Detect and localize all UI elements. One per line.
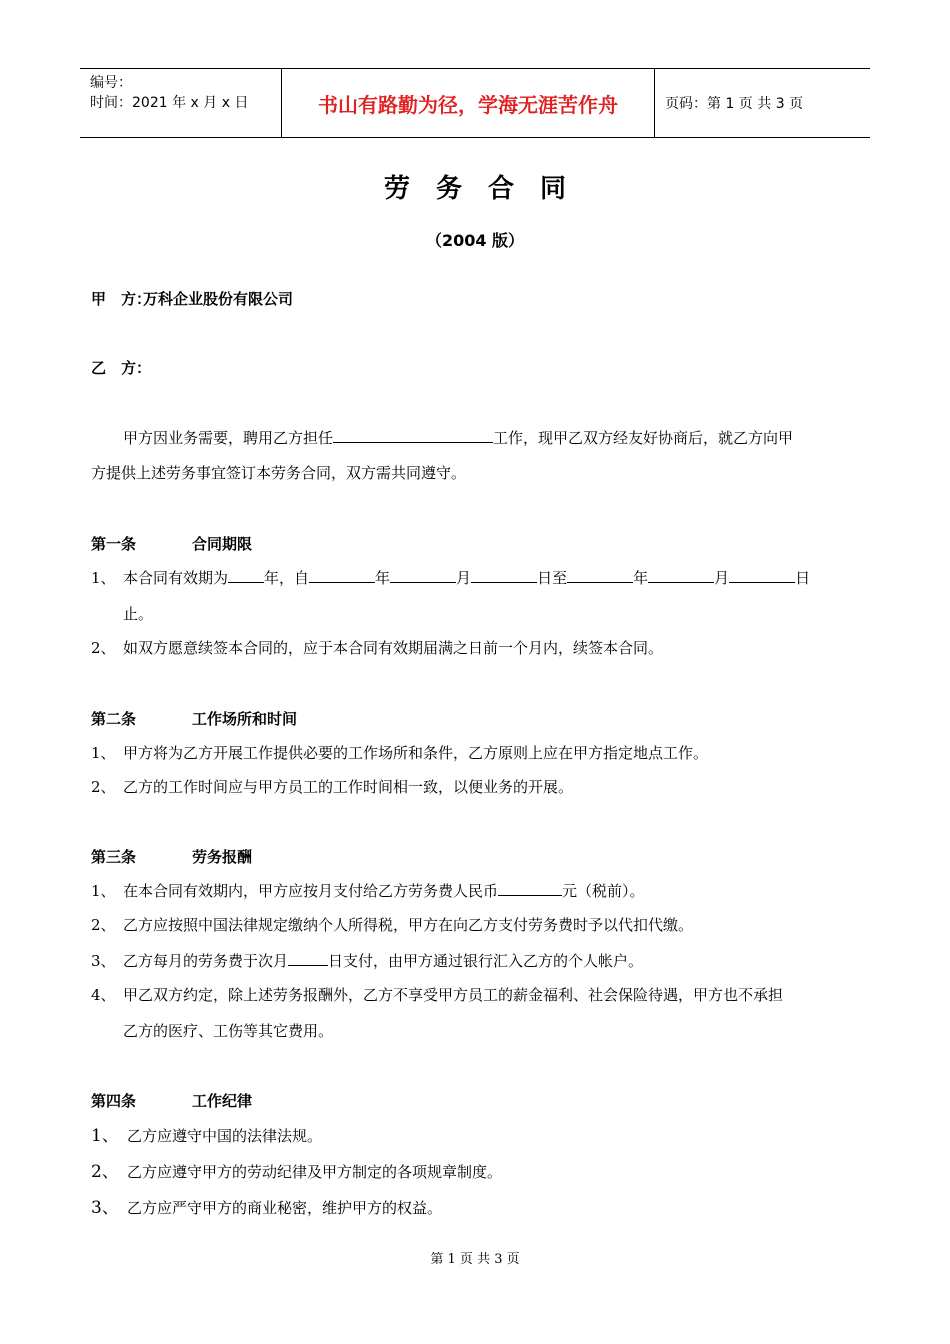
section-heading <box>91 1091 252 1111</box>
clause-number: 3、 <box>91 1198 119 1218</box>
clause-text: 元（税前）。 <box>562 882 645 900</box>
clause-text: 甲方将为乙方开展工作提供必要的工作场所和条件，乙方原则上应在甲方指定地点工作。 <box>123 744 709 762</box>
doc-id-label: 编号： <box>90 75 132 91</box>
header-page-label: 页码：第 1 页 共 3 页 <box>665 96 804 112</box>
clause-text: 乙方的工作时间应与甲方员工的工作时间相一致，以便业务的开展。 <box>123 778 574 796</box>
clause-text: 乙方应按照中国法律规定缴纳个人所得税，甲方在向乙方支付劳务费时予以代扣代缴。 <box>123 916 694 934</box>
contract-subtitle: （2004 版） <box>425 231 525 250</box>
party-a-label: 甲 方： <box>91 290 152 308</box>
clause-text: 甲乙双方约定，除上述劳务报酬外，乙方不享受甲方员工的薪金福利、社会保险待遇，甲方也不承担 <box>123 986 784 1004</box>
clause <box>91 1126 322 1146</box>
end-month-blank[interactable] <box>648 567 714 583</box>
header-table <box>80 68 870 138</box>
clause-continuation: 止。 <box>123 605 154 623</box>
preamble-text: 工作，现甲乙双方经友好协商后，就乙方向甲 <box>493 429 794 447</box>
start-day-blank[interactable] <box>471 567 537 583</box>
end-day-blank[interactable] <box>729 567 795 583</box>
section-title: 合同期限 <box>192 535 253 553</box>
clause <box>91 638 663 658</box>
contract-title: 劳务合同 <box>383 174 592 204</box>
end-year-blank[interactable] <box>567 567 633 583</box>
section-heading <box>91 847 252 867</box>
clause <box>91 985 783 1005</box>
clause-number: 2、 <box>91 639 116 657</box>
preamble-line-2: 方提供上述劳务事宜签订本劳务合同，双方需共同遵守。 <box>91 464 467 482</box>
clause-text: 年 <box>375 569 391 587</box>
clause-number: 1、 <box>91 744 116 762</box>
preamble-text: 甲方因业务需要，聘用乙方担任 <box>123 429 334 447</box>
header-motto: 书山有路勤为径，学海无涯苦作舟 <box>281 69 655 137</box>
section-title: 工作场所和时间 <box>192 710 298 728</box>
clause-number: 2、 <box>91 916 116 934</box>
section-number: 第四条 <box>91 1092 137 1110</box>
clause-text: 日 <box>795 569 811 587</box>
clause-text: 年，自 <box>264 569 310 587</box>
section-title: 工作纪律 <box>192 1092 253 1110</box>
fee-amount-blank[interactable] <box>498 880 562 896</box>
party-a-value: 万科企业股份有限公司 <box>143 290 294 308</box>
clause-number: 3、 <box>91 952 116 970</box>
party-a <box>91 289 293 309</box>
clause-text: 本合同有效期为 <box>123 569 229 587</box>
header-left-cell <box>80 69 281 137</box>
clause <box>91 743 708 763</box>
section-heading <box>91 534 252 554</box>
clause-number: 4、 <box>91 986 116 1004</box>
party-b <box>91 358 152 378</box>
clause <box>91 915 693 935</box>
pay-day-blank[interactable] <box>288 950 328 966</box>
section-title: 劳务报酬 <box>192 848 253 866</box>
clause-text: 乙方应严守甲方的商业秘密，维护甲方的权益。 <box>127 1199 443 1217</box>
doc-time-label: 时间：2021 年 x 月 x 日 <box>90 95 249 111</box>
party-b-label: 乙 方： <box>91 359 152 377</box>
clause-continuation: 乙方的医疗、工伤等其它费用。 <box>123 1022 334 1040</box>
section-number: 第三条 <box>91 848 137 866</box>
clause <box>91 1162 502 1182</box>
preamble-line-1 <box>123 427 793 448</box>
clause-number: 2、 <box>91 1162 119 1182</box>
section-number: 第二条 <box>91 710 137 728</box>
years-blank[interactable] <box>228 567 264 583</box>
page-footer: 第 1 页 共 3 页 <box>430 1252 520 1267</box>
clause-text: 月 <box>714 569 730 587</box>
clause <box>91 950 643 971</box>
clause <box>91 777 573 797</box>
start-year-blank[interactable] <box>309 567 375 583</box>
section-heading <box>91 709 297 729</box>
start-month-blank[interactable] <box>390 567 456 583</box>
clause-number: 1、 <box>91 569 116 587</box>
clause <box>91 1198 442 1218</box>
clause <box>91 880 645 901</box>
clause-text: 日至 <box>537 569 568 587</box>
clause <box>91 567 810 588</box>
clause-number: 2、 <box>91 778 116 796</box>
clause-text: 在本合同有效期内，甲方应按月支付给乙方劳务费人民币 <box>123 882 499 900</box>
clause-text: 乙方应遵守中国的法律法规。 <box>127 1127 323 1145</box>
position-blank[interactable] <box>333 427 493 443</box>
clause-text: 年 <box>633 569 649 587</box>
clause-text: 月 <box>456 569 472 587</box>
clause-number: 1、 <box>91 1126 119 1146</box>
section-number: 第一条 <box>91 535 137 553</box>
clause-text: 乙方应遵守甲方的劳动纪律及甲方制定的各项规章制度。 <box>127 1163 503 1181</box>
clause-text: 乙方每月的劳务费于次月 <box>123 952 289 970</box>
clause-text: 如双方愿意续签本合同的，应于本合同有效期届满之日前一个月内，续签本合同。 <box>123 639 664 657</box>
clause-number: 1、 <box>91 882 116 900</box>
clause-text: 日支付，由甲方通过银行汇入乙方的个人帐户。 <box>328 952 644 970</box>
